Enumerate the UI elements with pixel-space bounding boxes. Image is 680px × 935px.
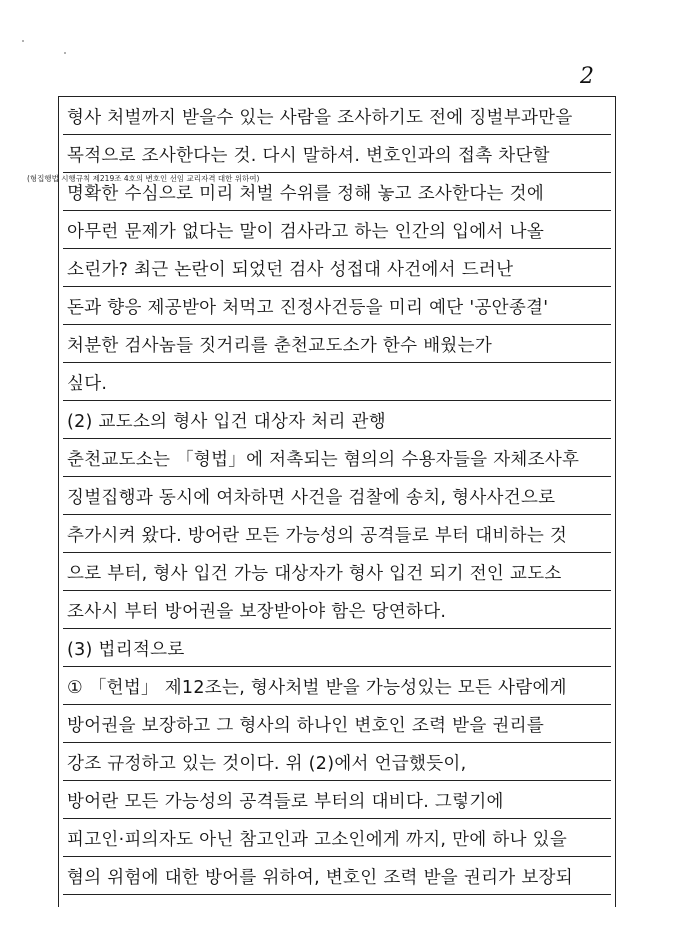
text-line [63,781,611,819]
text-line [63,135,611,173]
text-line [63,325,611,363]
line-text: 춘천교도소는 「형법」에 저촉되는 혐의의 수용자들을 자체조사후 [67,450,580,470]
section-heading: (3) 법리적으로 [67,640,185,660]
line-text: 방어권을 보장하고 그 형사의 하나인 변호인 조력 받을 권리를 [67,716,545,736]
paper-speck [22,40,24,42]
line-text: 피고인·피의자도 아닌 참고인과 고소인에게 까지, 만에 하나 있을 [67,830,568,850]
text-line [63,553,611,591]
text-line [63,363,611,401]
line-text: 강조 규정하고 있는 것이다. 위 (2)에서 언급했듯이, [67,754,467,774]
text-line [63,249,611,287]
line-text: 추가시켜 왔다. 방어란 모든 가능성의 공격들로 부터 대비하는 것 [67,526,568,546]
line-text: 으로 부터, 형사 입건 가능 대상자가 형사 입건 되기 전인 교도소 [67,564,562,584]
text-line [63,819,611,857]
text-line [63,211,611,249]
line-text: 징벌집행과 동시에 여차하면 사건을 검찰에 송치, 형사사건으로 [67,488,556,508]
text-line [63,439,611,477]
text-line [63,743,611,781]
line-text: 조사시 부터 방어권을 보장받아야 함은 당연하다. [67,602,447,622]
line-text: 싶다. [67,374,108,394]
text-line [63,705,611,743]
text-line [63,667,611,705]
text-line [63,173,611,211]
line-text: 형사 처벌까지 받을수 있는 사람을 조사하기도 전에 징벌부과만을 [67,108,573,128]
text-line [63,287,611,325]
paper-speck [64,52,66,54]
line-text: 혐의 위험에 대한 방어를 위하여, 변호인 조력 받을 권리가 보장되 [67,868,573,888]
page-number: 2 [580,64,594,89]
text-line [63,629,611,667]
line-text: ① 「헌법」 제12조는, 형사처벌 받을 가능성있는 모든 사람에게 [67,678,567,698]
line-text: 아무런 문제가 없다는 말이 검사라고 하는 인간의 입에서 나올 [67,222,545,242]
line-text: 방어란 모든 가능성의 공격들로 부터의 대비다. 그렇기에 [67,792,504,812]
text-line [63,515,611,553]
text-line [63,401,611,439]
margin-annotation: (형집행법 시행규칙 제219조 4호의 변호인 선임 교리자격 대한 위하여) [27,174,260,183]
line-text: 돈과 향응 제공받아 처먹고 진정사건등을 미리 예단 '공안종결' [67,298,549,318]
line-text: 처분한 검사놈들 짓거리를 춘천교도소가 한수 배웠는가 [67,336,493,356]
text-line [63,97,611,135]
line-text: 목적으로 조사한다는 것. 다시 말하셔. 변호인과의 접촉 차단할 [67,146,550,166]
text-line [63,591,611,629]
section-heading: (2) 교도소의 형사 입건 대상자 처리 관행 [67,412,386,432]
line-text: 소린가? 최근 논란이 되었던 검사 성접대 사건에서 드러난 [67,260,514,280]
lined-paper-sheet [27,96,616,907]
line-text: 명확한 수심으로 미리 처벌 수위를 정해 놓고 조사한다는 것에 [67,184,545,204]
text-line [63,857,611,895]
text-line [63,477,611,515]
